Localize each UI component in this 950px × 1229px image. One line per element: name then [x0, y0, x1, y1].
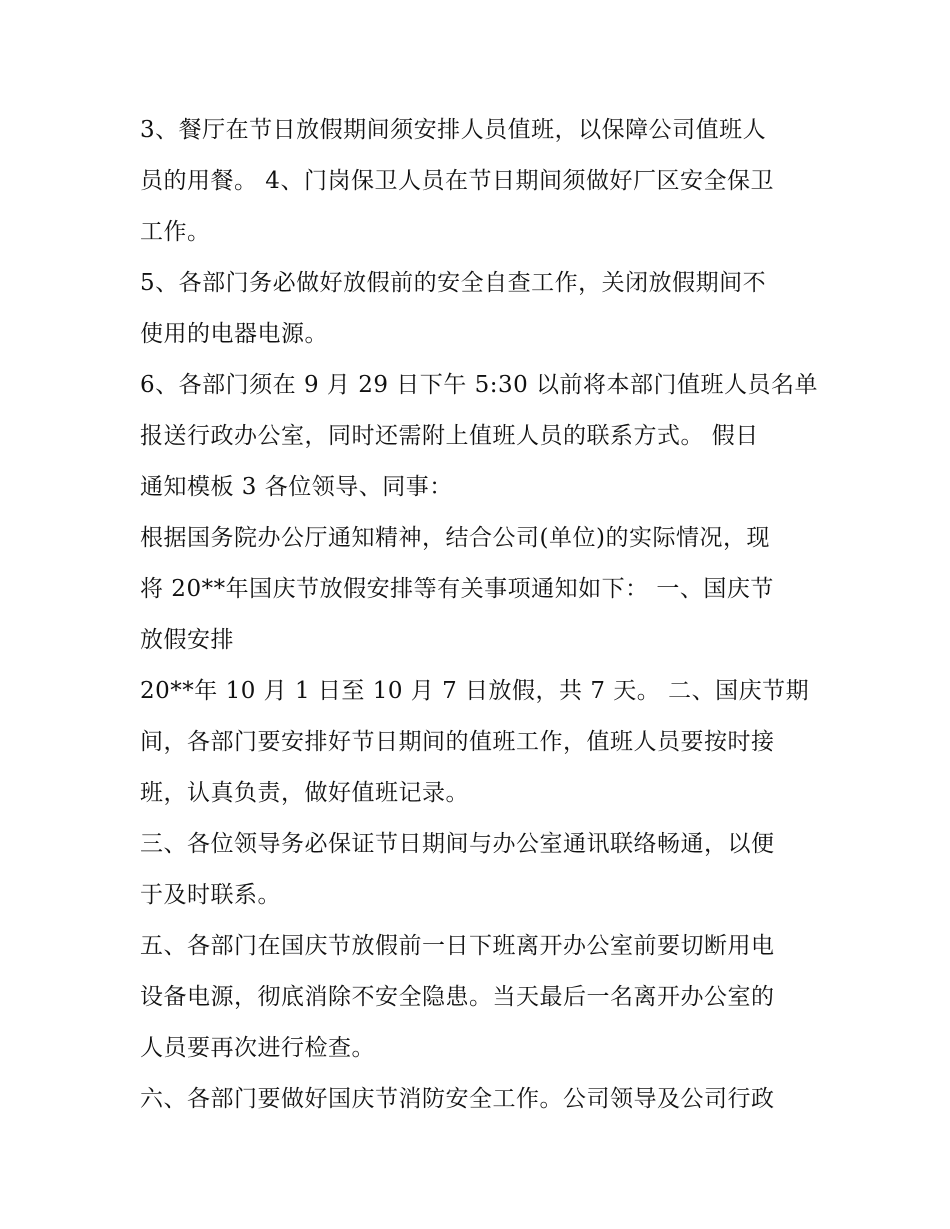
text-line: 将 20**年国庆节放假安排等有关事项通知如下： 一、国庆节 [140, 576, 774, 602]
text-line: 报送行政办公室，同时还需附上值班人员的联系方式。 假日 [140, 423, 759, 449]
text-line: 3、餐厅在节日放假期间须安排人员值班，以保障公司值班人 [140, 117, 767, 143]
text-line: 工作。 [140, 219, 211, 245]
document-body [140, 105, 820, 1125]
text-line: 通知模板 3 各位领导、同事： [140, 474, 453, 500]
text-line: 根据国务院办公厅通知精神，结合公司(单位)的实际情况，现 [140, 525, 770, 551]
text-line: 于及时联系。 [140, 882, 281, 908]
text-line: 放假安排 [140, 627, 234, 653]
text-line: 三、各位领导务必保证节日期间与办公室通讯联络畅通，以便 [140, 831, 775, 857]
text-line: 设备电源，彻底消除不安全隐患。当天最后一名离开办公室的 [140, 984, 775, 1010]
text-line: 班，认真负责，做好值班记录。 [140, 780, 469, 806]
text-line: 五、各部门在国庆节放假前一日下班离开办公室前要切断用电 [140, 933, 775, 959]
text-line: 间，各部门要安排好节日期间的值班工作，值班人员要按时接 [140, 729, 775, 755]
text-line: 六、各部门要做好国庆节消防安全工作。公司领导及公司行政 [140, 1086, 775, 1112]
text-line: 员的用餐。 4、门岗保卫人员在节日期间须做好厂区安全保卫 [140, 168, 774, 194]
text-line: 6、各部门须在 9 月 29 日下午 5:30 以前将本部门值班人员名单 [140, 372, 819, 398]
text-line: 5、各部门务必做好放假前的安全自查工作，关闭放假期间不 [140, 270, 767, 296]
text-line: 使用的电器电源。 [140, 321, 328, 347]
text-line: 人员要再次进行检查。 [140, 1035, 375, 1061]
text-line: 20**年 10 月 1 日至 10 月 7 日放假，共 7 天。 二、国庆节期 [140, 678, 810, 704]
